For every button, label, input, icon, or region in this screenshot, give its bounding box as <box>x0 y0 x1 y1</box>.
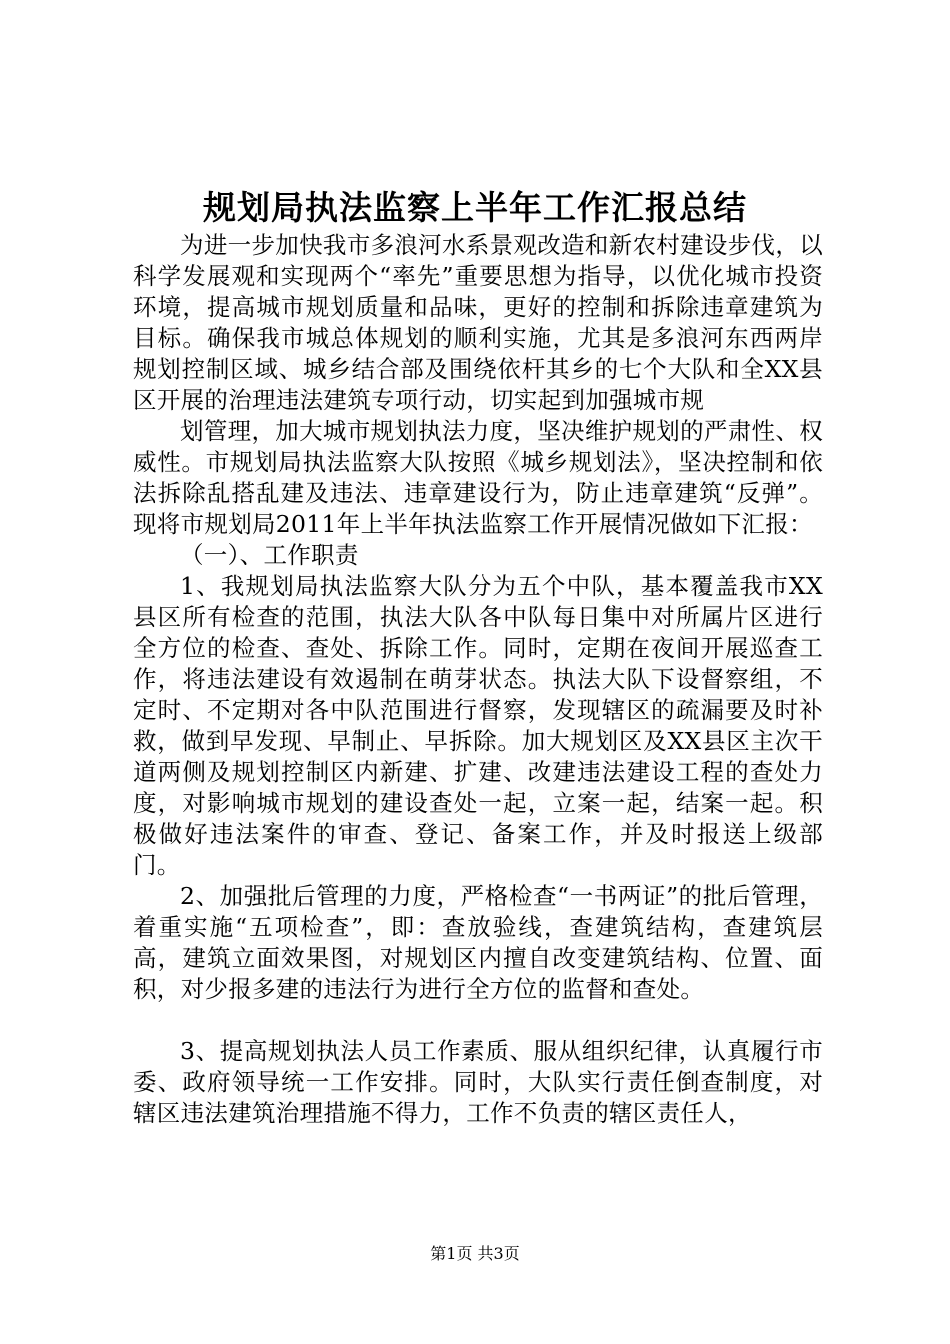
body-paragraph-item-1: 1、我规划局执法监察大队分为五个中队，基本覆盖我市XX县区所有检查的范围，执法大队各中队每日集中对所属片区进行全方位的检查、查处、拆除工作。同时，定期在夜间开展巡查工作，将违法建设有效遏制在萌芽状态。执法大队下设督察组，不定时、不定期对各中队范围进行督察，发现辖区的疏漏要及时补救，做到早发现、早制止、早拆除。加大规划区及XX县区主次干道两侧及规划控制区内新建、扩建、改建违法建设工程的查处力度，对影响城市规划的建设查处一起，立案一起，结案一起。积极做好违法案件的审查、登记、备案工作，并及时报送上级部门。 <box>133 572 823 879</box>
section-heading-duties: （一）、工作职责 <box>180 541 359 569</box>
page-number-footer: 第1页 共3页 <box>430 1244 520 1263</box>
body-paragraph-item-2: 2、加强批后管理的力度，严格检查“一书两证”的批后管理，着重实施“五项检查”，即：查放验线，查建筑结构，查建筑层高，建筑立面效果图，对规划区内擅自改变建筑结构、位置、面积，对少报多建的违法行为进行全方位的监督和查处。 <box>133 882 823 1003</box>
body-paragraph-intro: 为进一步加快我市多浪河水系景观改造和新农村建设步伐，以科学发展观和实现两个“率先”重要思想为指导，以优化城市投资环境，提高城市规划质量和品味，更好的控制和拆除违章建筑为目标。确保我市城总体规划的顺利实施，尤其是多浪河东西两岸规划控制区域、城乡结合部及围绕依杆其乡的七个大队和全XX县区开展的治理违法建筑专项行动，切实起到加强城市规 <box>133 231 823 414</box>
body-paragraph-purpose: 划管理，加大城市规划执法力度，坚决维护规划的严肃性、权威性。市规划局执法监察大队按照《城乡规划法》，坚决控制和依法拆除乱搭乱建及违法、违章建设行为，防止违章建筑“反弹”。现将市规划局2011年上半年执法监察工作开展情况做如下汇报： <box>133 417 823 538</box>
document-title: 规划局执法监察上半年工作汇报总结 <box>203 188 747 227</box>
document-body <box>133 230 823 1129</box>
paragraph-spacer <box>133 1005 823 1036</box>
body-paragraph-item-3: 3、提高规划执法人员工作素质、服从组织纪律，认真履行市委、政府领导统一工作安排。同时，大队实行责任倒查制度，对辖区违法建筑治理措施不得力，工作不负责的辖区责任人， <box>133 1037 823 1127</box>
